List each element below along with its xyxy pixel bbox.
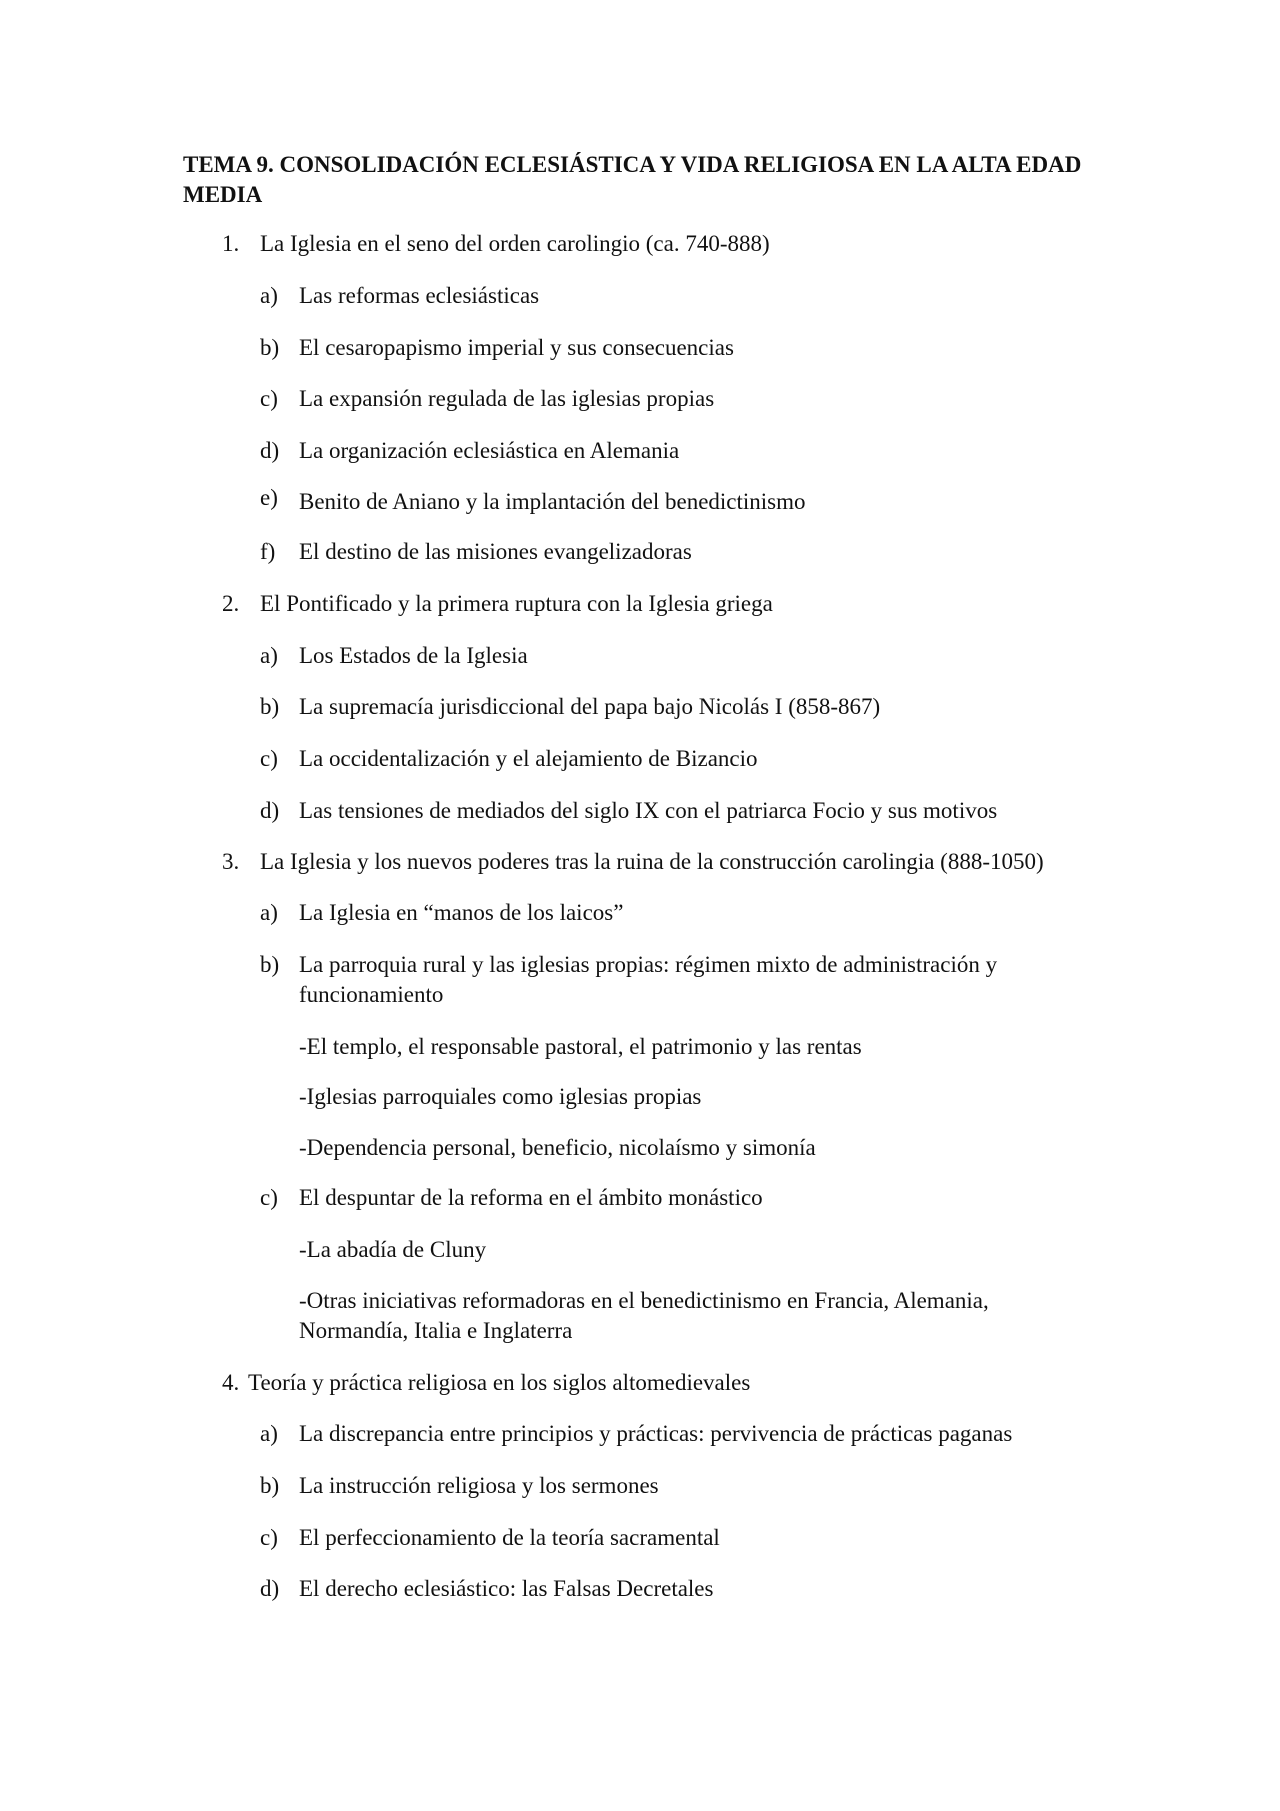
item-marker: c) <box>260 1525 278 1550</box>
section-number: 1. <box>222 231 240 256</box>
section-title: La Iglesia y los nuevos poderes tras la ruina de la construcción carolingia (888-1050) <box>260 849 1044 874</box>
section-number: 3. <box>222 849 240 874</box>
item-text: Benito de Aniano y la implantación del benedictinismo <box>299 489 806 514</box>
item-text: La organización eclesiástica en Alemania <box>299 438 680 463</box>
item-text: La discrepancia entre principios y prácticas: pervivencia de prácticas paganas <box>299 1421 1013 1446</box>
item-marker: b) <box>260 335 280 360</box>
sub-item-text: -La abadía de Cluny <box>299 1237 487 1262</box>
section-title: La Iglesia en el seno del orden carolingio (ca. 740-888) <box>260 231 770 256</box>
item-text: El destino de las misiones evangelizadoras <box>299 539 692 564</box>
item-marker: c) <box>260 746 278 771</box>
item-text: La parroquia rural y las iglesias propias: régimen mixto de administración y funcionamiento <box>299 952 998 1007</box>
sub-item-text: -Iglesias parroquiales como iglesias propias <box>299 1084 702 1109</box>
item-marker: c) <box>260 386 278 411</box>
item-marker: b) <box>260 694 280 719</box>
item-marker: e) <box>260 485 278 510</box>
item-text: La Iglesia en “manos de los laicos” <box>299 900 624 925</box>
section-number: 4. <box>222 1370 240 1395</box>
item-text: La expansión regulada de las iglesias propias <box>299 386 715 411</box>
item-text: La instrucción religiosa y los sermones <box>299 1473 659 1498</box>
item-marker: b) <box>260 952 280 977</box>
item-marker: a) <box>260 1421 278 1446</box>
section-title: El Pontificado y la primera ruptura con la Iglesia griega <box>260 591 773 616</box>
item-marker: b) <box>260 1473 280 1498</box>
sub-item-text: -El templo, el responsable pastoral, el patrimonio y las rentas <box>299 1034 862 1059</box>
item-text: La occidentalización y el alejamiento de Bizancio <box>299 746 758 771</box>
item-text: Las reformas eclesiásticas <box>299 283 540 308</box>
item-text: Las tensiones de mediados del siglo IX con el patriarca Focio y sus motivos <box>299 798 998 823</box>
item-text: El perfeccionamiento de la teoría sacramental <box>299 1525 720 1550</box>
sub-item-text: -Otras iniciativas reformadoras en el benedictinismo en Francia, Alemania, Normandía, Italia e Inglaterra <box>299 1288 989 1343</box>
item-text: La supremacía jurisdiccional del papa bajo Nicolás I (858-867) <box>299 694 881 719</box>
item-text: Los Estados de la Iglesia <box>299 643 528 668</box>
item-marker: f) <box>260 539 276 564</box>
item-marker: d) <box>260 1576 280 1601</box>
page-title: TEMA 9. CONSOLIDACIÓN ECLESIÁSTICA Y VIDA RELIGIOSA EN LA ALTA EDAD MEDIA <box>183 152 1082 207</box>
section-title: Teoría y práctica religiosa en los siglos altomedievales <box>248 1370 751 1395</box>
item-marker: c) <box>260 1185 278 1210</box>
item-text: El derecho eclesiástico: las Falsas Decretales <box>299 1576 714 1601</box>
item-marker: d) <box>260 438 280 463</box>
item-marker: d) <box>260 798 280 823</box>
item-marker: a) <box>260 900 278 925</box>
item-marker: a) <box>260 643 278 668</box>
sub-item-text: -Dependencia personal, beneficio, nicolaísmo y simonía <box>299 1135 816 1160</box>
item-text: El despuntar de la reforma en el ámbito monástico <box>299 1185 763 1210</box>
item-marker: a) <box>260 283 278 308</box>
item-text: El cesaropapismo imperial y sus consecuencias <box>299 335 734 360</box>
section-number: 2. <box>222 591 240 616</box>
